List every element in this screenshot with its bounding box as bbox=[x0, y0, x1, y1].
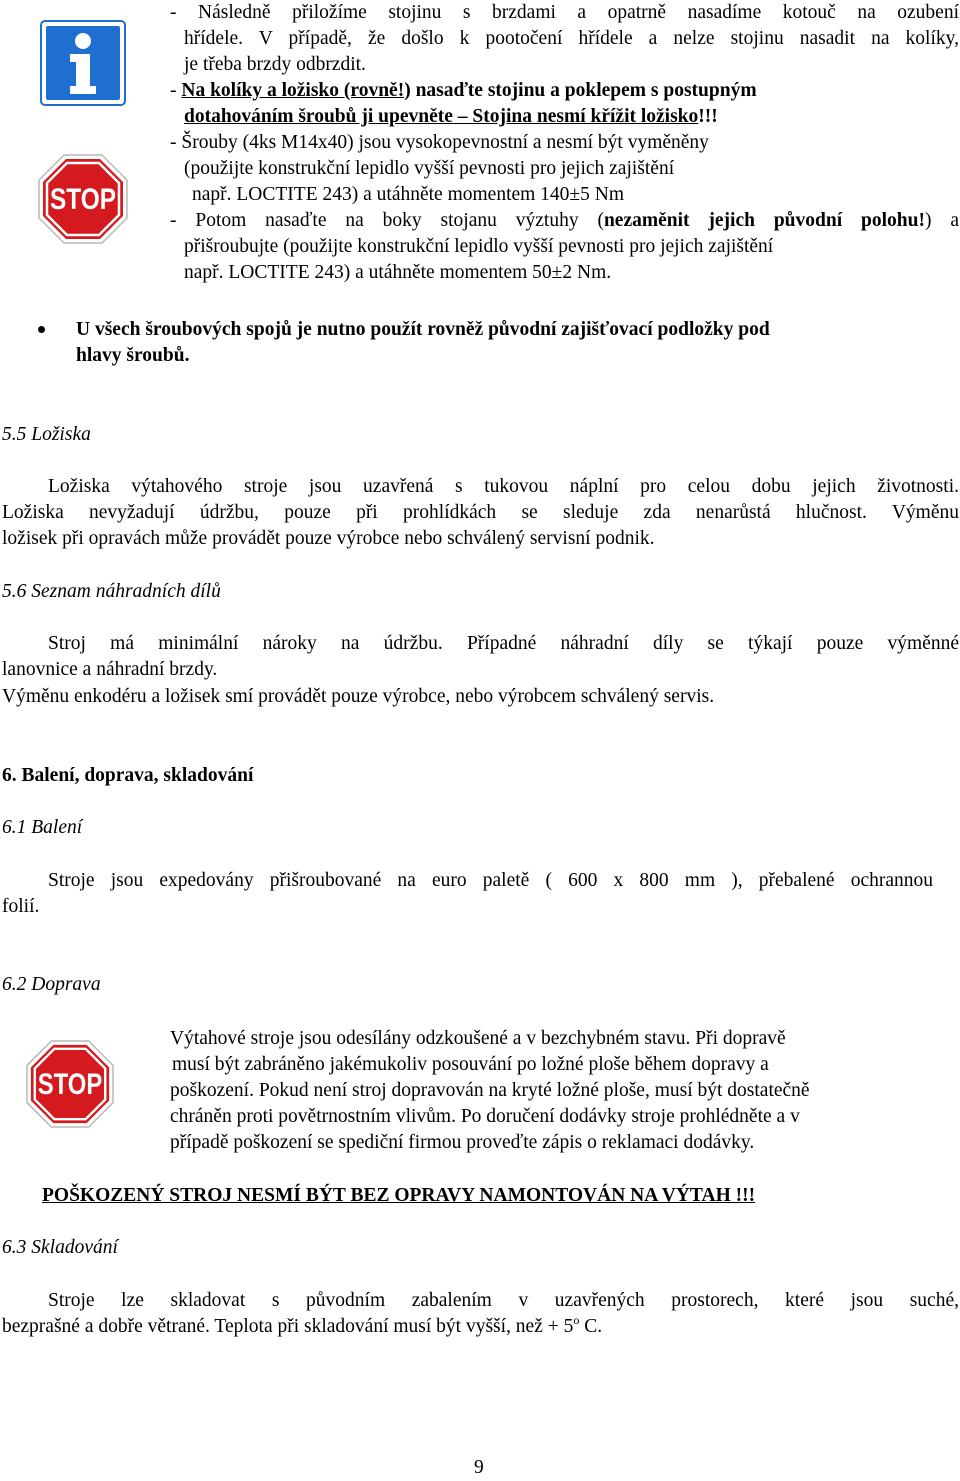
list-line: - Následně přiložíme stojinu s brzdami a opatrně nasadíme kotouč na ozubení bbox=[170, 2, 959, 23]
bullet-note: U všech šroubových spojů je nutno použít rovněž původní zajišťovací podložky pod bbox=[76, 319, 770, 340]
emphasis: ) nasaďte stojinu a poklepem s postupným bbox=[404, 80, 757, 101]
section-heading: 6.1 Balení bbox=[2, 817, 83, 838]
stop-sign-text: STOP bbox=[50, 183, 116, 216]
stop-sign-text: STOP bbox=[37, 1067, 103, 1101]
warning-text: dotahováním šroubů ji upevněte – Stojina nesmí křížit ložisko bbox=[184, 106, 699, 127]
paragraph-line: případě poškození se spediční firmou proveďte zápis o reklamaci dodávky. bbox=[170, 1132, 755, 1153]
bullet bbox=[38, 326, 45, 333]
dash: - bbox=[170, 80, 182, 101]
paragraph-line: chráněn proti povětrnostním vlivům. Po doručení dodávky stroje prohlédněte a v bbox=[170, 1106, 800, 1127]
stop-sign-icon bbox=[26, 1040, 114, 1128]
paragraph-line: Stroj má minimální nároky na údržbu. Případné náhradní díly se týkají pouze výměnné bbox=[48, 633, 959, 654]
list-line bbox=[184, 104, 718, 130]
list-line: např. LOCTITE 243) a utáhněte momentem 50±2 Nm. bbox=[184, 262, 612, 283]
paragraph-line: Ložiska nevyžadují údržbu, pouze při prohlídkách se sleduje zda nenarůstá hlučnost. Výměnu bbox=[2, 502, 959, 523]
info-icon bbox=[40, 20, 126, 106]
section-heading: 6.3 Skladování bbox=[2, 1237, 118, 1258]
paragraph-line: musí být zabráněno jakémukoliv posouvání po ložné ploše během dopravy a bbox=[172, 1054, 769, 1075]
text: ) a bbox=[924, 210, 959, 231]
list-line: hřídele. V případě, že došlo k pootočení hřídele a nelze stojinu nasadit na kolíky, bbox=[184, 28, 959, 49]
paragraph-line: poškození. Pokud není stroj dopravován na kryté ložné ploše, musí být dostatečně bbox=[170, 1080, 810, 1101]
section-heading: 5.5 Ložiska bbox=[2, 424, 91, 445]
paragraph-line: Výtahové stroje jsou odesílány odzkoušené a v bezchybném stavu. Při dopravě bbox=[170, 1028, 786, 1049]
text: bezprašné a dobře větrané. Teplota při skladování musí být vyšší, než + 5 bbox=[2, 1316, 574, 1337]
paragraph-line: Výměnu enkodéru a ložisek smí provádět pouze výrobce, nebo výrobcem schválený servis. bbox=[2, 686, 715, 707]
paragraph-line: lanovnice a náhradní brzdy. bbox=[2, 659, 218, 680]
warning-text: !!! bbox=[698, 106, 718, 127]
paragraph-line: folií. bbox=[2, 896, 40, 917]
list-line: přišroubujte (použijte konstrukční lepidlo vyšší pevnosti pro jejich zajištění bbox=[184, 236, 774, 257]
list-line: - Šrouby (4ks M14x40) jsou vysokopevnostní a nesmí být vyměněny bbox=[170, 132, 709, 153]
text: C. bbox=[579, 1316, 603, 1337]
degree-superscript: o bbox=[573, 1313, 580, 1327]
list-line: (použijte konstrukční lepidlo vyšší pevnosti pro jejich zajištění bbox=[184, 158, 675, 179]
emphasis: Na kolíky a ložisko (rovně! bbox=[181, 80, 405, 101]
list-line: např. LOCTITE 243) a utáhněte momentem 140±5 Nm bbox=[192, 184, 625, 205]
paragraph-line: Ložiska výtahového stroje jsou uzavřená s tukovou náplní pro celou dobu jejich životnosti. bbox=[48, 476, 959, 497]
damage-warning: POŠKOZENÝ STROJ NESMÍ BÝT BEZ OPRAVY NAMONTOVÁN NA VÝTAH !!! bbox=[42, 1185, 756, 1206]
paragraph-line: Stroje lze skladovat s původním zabalením v uzavřených prostorech, které jsou suché, bbox=[48, 1290, 959, 1311]
stop-sign-icon bbox=[38, 154, 128, 244]
text: - Potom nasaďte na boky stojanu výztuhy ( bbox=[170, 210, 604, 231]
section-heading: 6.2 Doprava bbox=[2, 974, 101, 995]
section-heading: 5.6 Seznam náhradních dílů bbox=[2, 581, 221, 602]
list-line bbox=[170, 208, 959, 234]
paragraph-line bbox=[2, 1314, 602, 1340]
list-line bbox=[170, 78, 757, 104]
bullet-note: hlavy šroubů. bbox=[76, 345, 190, 366]
page-number: 9 bbox=[474, 1457, 484, 1478]
emphasis: nezaměnit jejich původní polohu! bbox=[603, 210, 925, 231]
paragraph-line: Stroje jsou expedovány přišroubované na euro paletě ( 600 x 800 mm ), přebalené ochrannou bbox=[48, 870, 933, 891]
chapter-heading: 6. Balení, doprava, skladování bbox=[2, 765, 254, 786]
paragraph-line: ložisek při opravách může provádět pouze výrobce nebo schválený servisní podnik. bbox=[2, 528, 655, 549]
list-line: je třeba brzdy odbrzdit. bbox=[184, 54, 366, 75]
